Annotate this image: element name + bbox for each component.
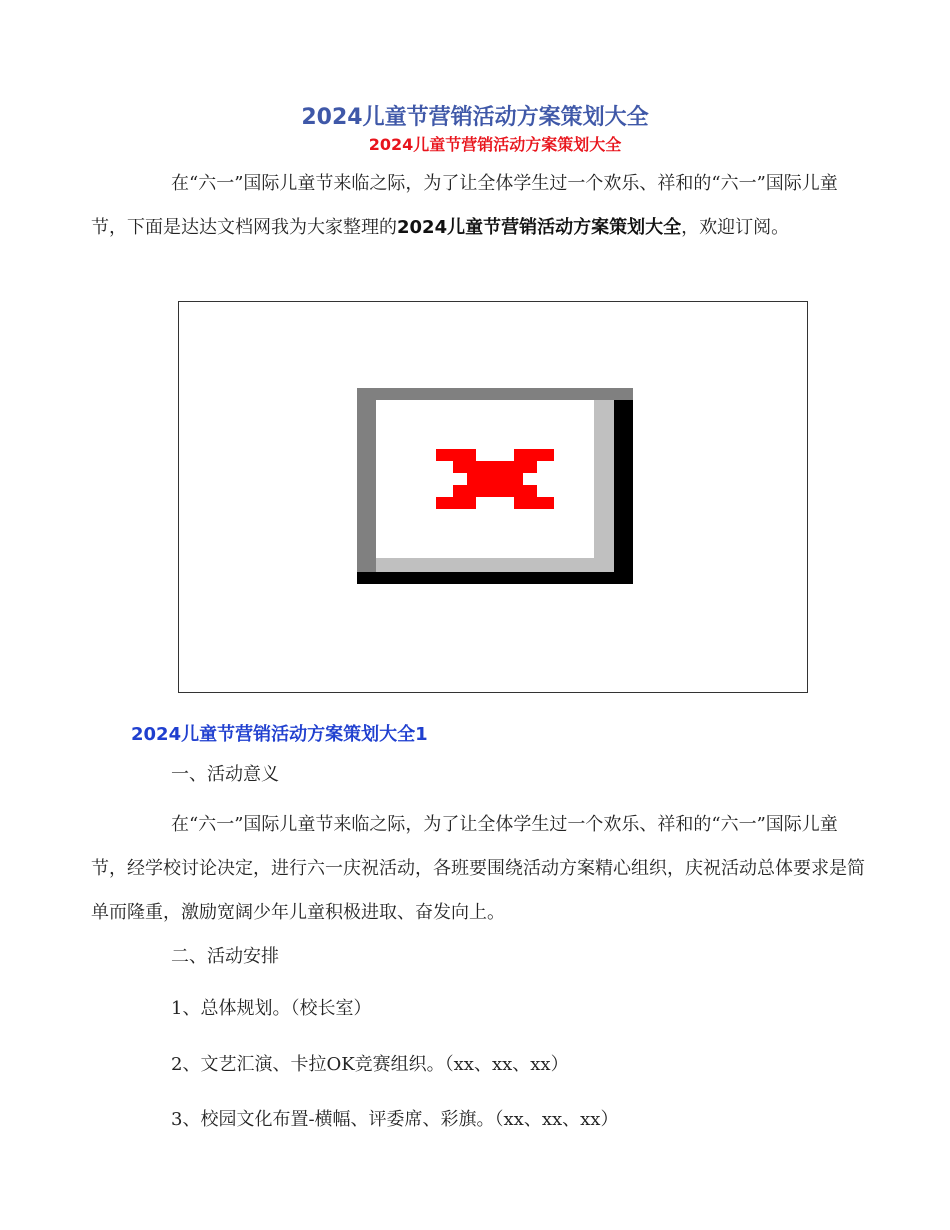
list-item: 1、总体规划。（校长室） [171, 998, 372, 1019]
intro-bold-title: 2024儿童节营销活动方案策划大全 [397, 217, 682, 238]
broken-image-icon [357, 388, 633, 584]
document-title: 2024儿童节营销活动方案策划大全 [301, 105, 649, 130]
intro-paragraph [91, 162, 871, 250]
list-item: 3、校园文化布置-横幅、评委席、彩旗。（xx、xx、xx） [171, 1109, 619, 1130]
image-placeholder-frame [178, 301, 808, 693]
part1-heading: 一、活动意义 [171, 764, 279, 785]
part1-body-paragraph: 在“六一”国际儿童节来临之际，为了让全体学生过一个欢乐、祥和的“六一”国际儿童节，经学校讨论决定，进行六一庆祝活动，各班要围绕活动方案精心组织，庆祝活动总体要求是简单而隆重，激励宽阔少年儿童积极进取、奋发向上。 [91, 814, 865, 923]
section-heading: 2024儿童节营销活动方案策划大全1 [131, 724, 428, 745]
intro-text: 在“六一”国际儿童节来临之际，为了让全体学生过一个欢乐、祥和的“六一”国际儿童节，下面是达达文档网我为大家整理的 [91, 173, 838, 238]
intro-text-end: ，欢迎订阅。 [681, 217, 790, 238]
part2-heading: 二、活动安排 [171, 946, 279, 967]
list-item: 2、文艺汇演、卡拉OK竞赛组织。（xx、xx、xx） [171, 1054, 569, 1075]
document-subtitle: 2024儿童节营销活动方案策划大全 [368, 135, 622, 154]
